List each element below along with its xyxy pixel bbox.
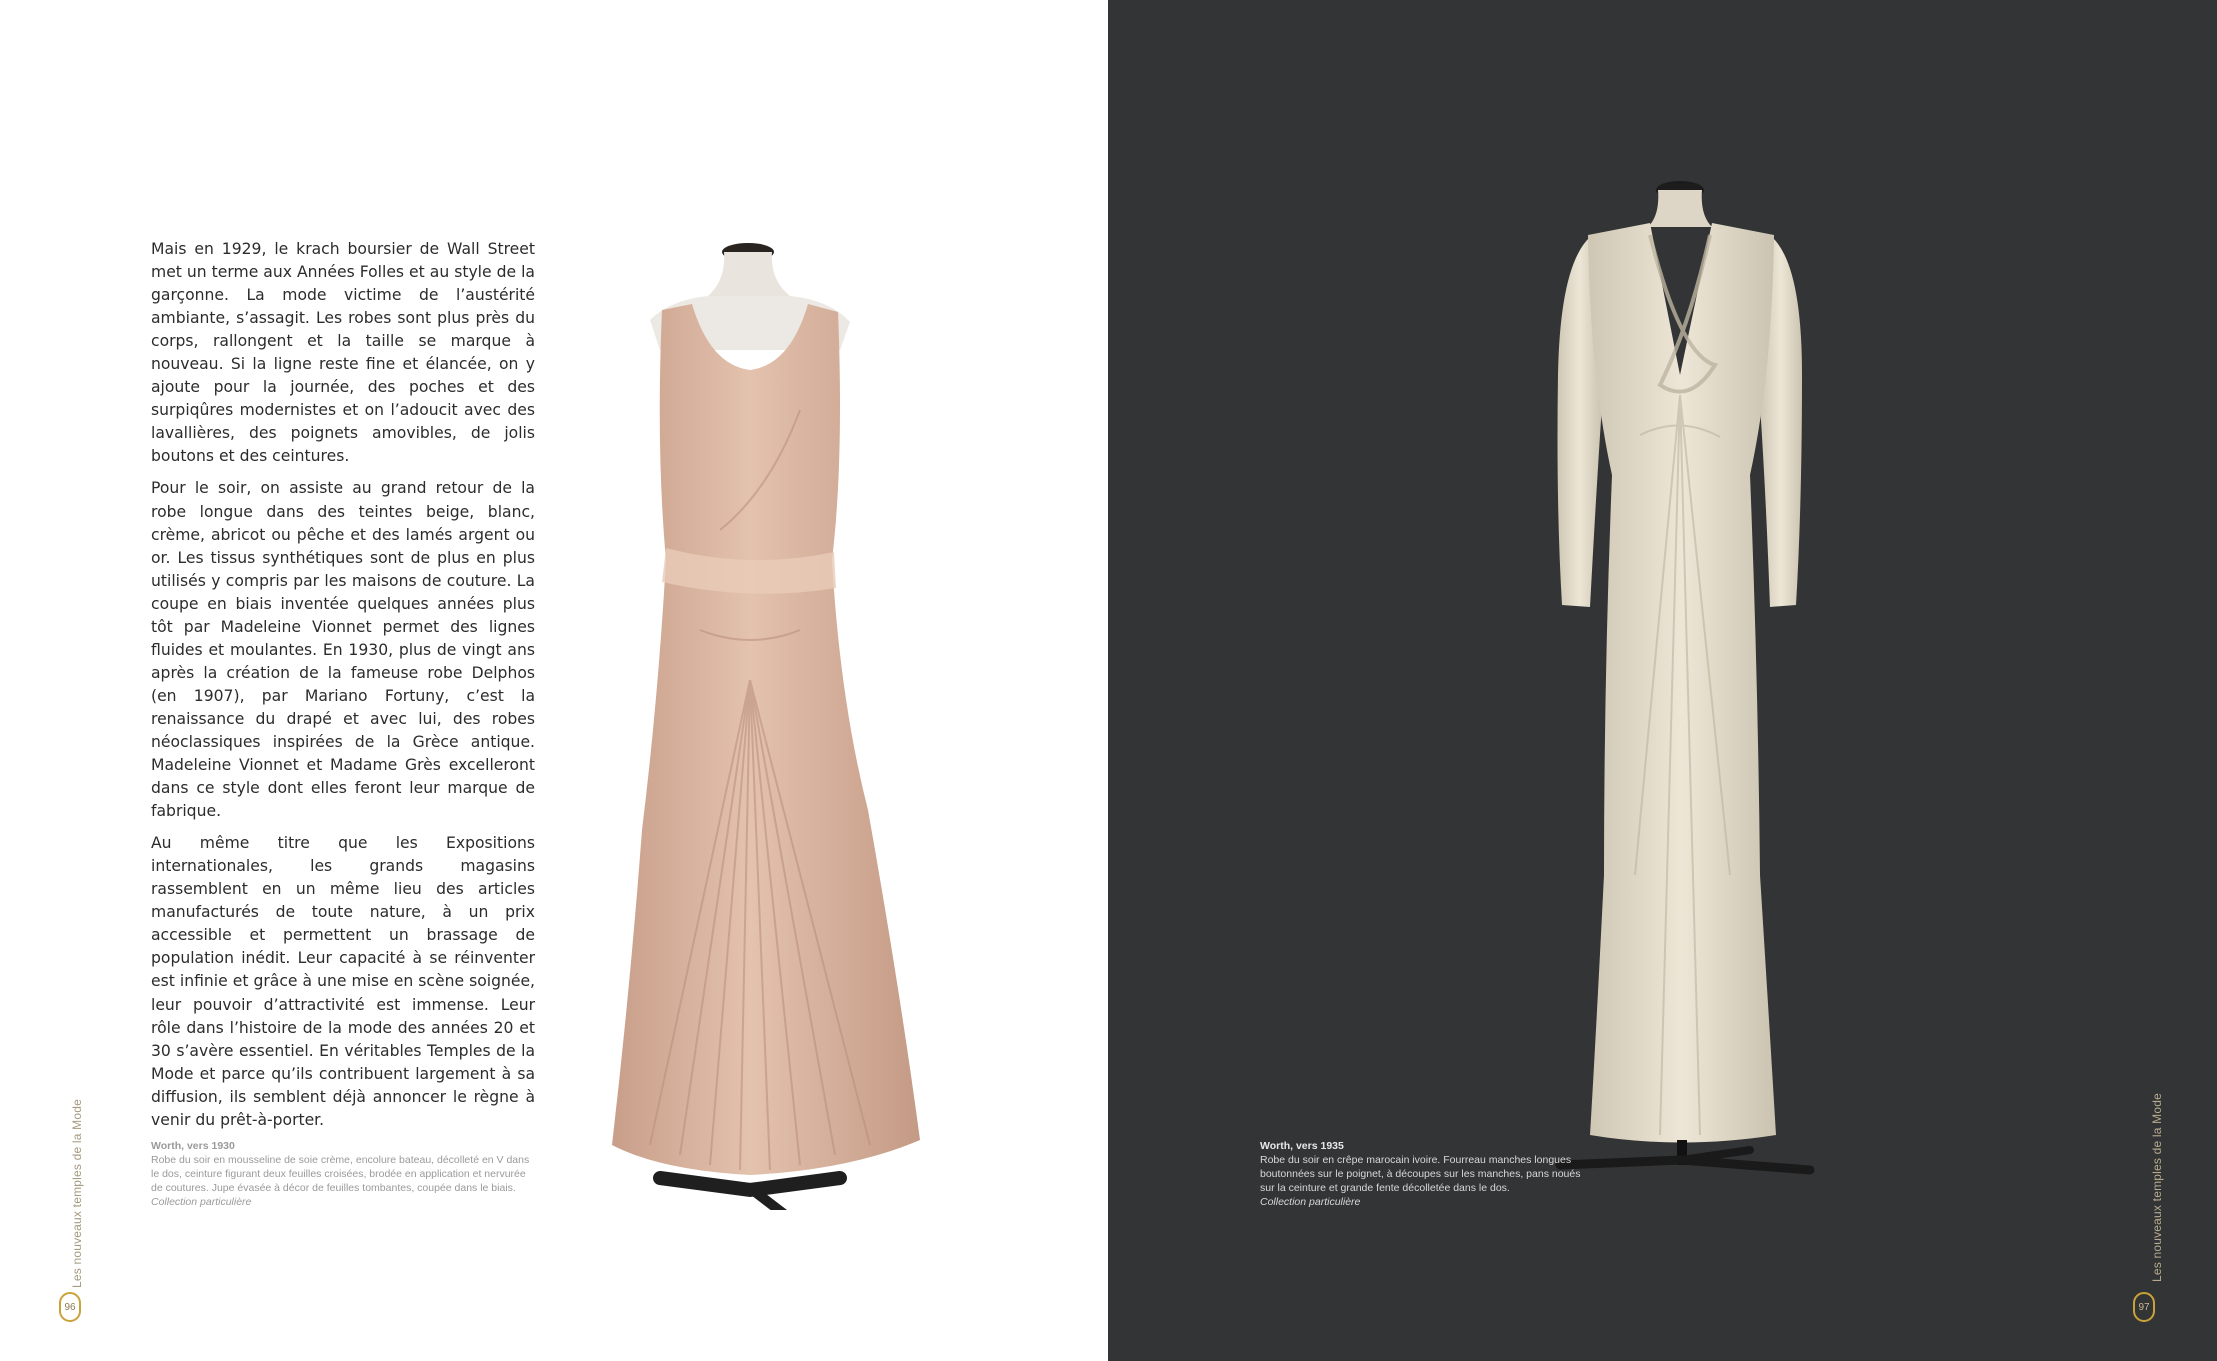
- left-page: [0, 0, 1108, 1361]
- caption-collection: Collection particulière: [151, 1196, 252, 1208]
- caption-right: [1260, 1139, 1590, 1209]
- caption-description: Robe du soir en mousseline de soie crème, encolure bateau, décolleté en V dans le dos, ceinture figurant deux feuilles croisées, brodée en application et nervurée de coutures. Jupe évasée à décor de feuilles tombantes, coupée dans le biais.: [151, 1154, 530, 1194]
- caption-title: Worth, vers 1935: [1260, 1140, 1344, 1152]
- right-page: [1108, 0, 2217, 1361]
- paragraph-3: Au même titre que les Expositions internationales, les grands magasins rassemblent en un même lieu des articles manufacturés de toute nature, à un prix accessible et permettent un brassage de population inédit. Leur capacité à se réinventer est infinie et grâce à une mise en scène soignée, leur pouvoir d’attractivité est immense. Leur rôle dans l’histoire de la mode des années 20 et 30 s’avère essentiel. En véritables Temples de la Mode et parce qu’ils contribuent largement à sa diffusion, ils semblent déjà annoncer le règne à venir du prêt-à-porter.: [151, 834, 535, 1129]
- dress-photo-peach: [600, 230, 930, 1210]
- caption-collection: Collection particulière: [1260, 1196, 1361, 1208]
- running-head-left: Les nouveaux temples de la Mode: [70, 1099, 84, 1288]
- caption-title: Worth, vers 1930: [151, 1140, 235, 1152]
- caption-description: Robe du soir en crêpe marocain ivoire. Fourreau manches longues boutonnées sur le poignet, à découpes sur les manches, pans noués sur la ceinture et grande fente décolletée dans le dos.: [1260, 1154, 1581, 1194]
- paragraph-1: Mais en 1929, le krach boursier de Wall Street met un terme aux Années Folles et au style de la garçonne. La mode victime de l’austérité ambiante, s’assagit. Les robes sont plus près du corps, rallongent et la taille se marque à nouveau. Si la ligne reste fine et élancée, on y ajoute pour la journée, des poches et des surpiqûres modernistes et on l’adoucit avec des lavallières, des poignets amovibles, de jolis boutons et des ceintures.: [151, 240, 535, 466]
- caption-left: [151, 1139, 531, 1209]
- body-text: [151, 238, 535, 1141]
- running-head-right: Les nouveaux temples de la Mode: [2150, 1093, 2164, 1282]
- page-number-left: 96: [59, 1292, 81, 1322]
- paragraph-2: Pour le soir, on assiste au grand retour de la robe longue dans des teintes beige, blanc, crème, abricot ou pêche et des lamés argent ou or. Les tissus synthétiques sont de plus en plus utilisés y compris par les maisons de couture. La coupe en biais inventée quelques années plus tôt par Madeleine Vionnet permet des lignes fluides et moulantes. En 1930, plus de vingt ans après la création de la fameuse robe Delphos (en 1907), par Mariano Fortuny, c’est la renaissance du drapé et avec lui, des robes néoclassiques inspirées de la Grèce antique. Madeleine Vionnet et Madame Grès excelleront dans ce style dont elles feront leur marque de fabrique.: [151, 479, 535, 821]
- dress-photo-ivory: [1540, 175, 1815, 1175]
- page-number-right: 97: [2133, 1292, 2155, 1322]
